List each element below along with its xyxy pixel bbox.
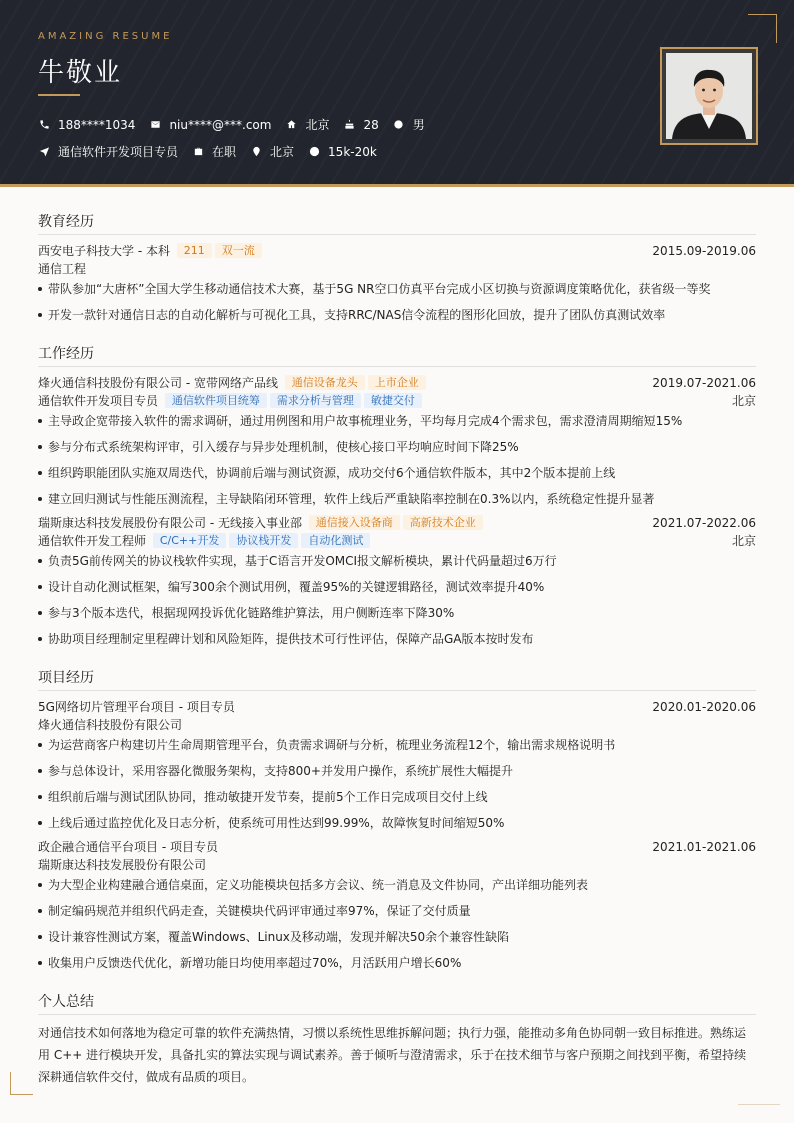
- project-date: 2020.01-2020.06: [652, 700, 756, 714]
- gender-item: [393, 116, 425, 133]
- edu-tag: 211: [177, 243, 212, 258]
- list-item: 组织跨职能团队实施双周迭代，协调前后端与测试资源，成功交付6个通信软件版本，其中2个版本提前上线: [38, 464, 756, 482]
- work-section: [38, 344, 756, 364]
- profile-photo: [666, 53, 752, 139]
- list-item: 参与3个版本迭代，根据现网投诉优化链路维护算法，用户侧断连率下降30%: [38, 604, 756, 622]
- edu-major: 通信工程: [38, 262, 87, 276]
- company-tag: 上市企业: [368, 375, 426, 390]
- target-job-item: [38, 143, 178, 160]
- status-item: [192, 143, 236, 160]
- resume-header: [0, 0, 794, 184]
- candidate-name: 牛敬业: [38, 58, 123, 88]
- home-icon: [285, 119, 297, 131]
- list-item: 为运营商客户构建切片生命周期管理平台，负责需求调研与分析，梳理业务流程12个，输出需求规格说明书: [38, 736, 756, 754]
- gender-text: 男: [412, 118, 425, 132]
- target-job-text: 通信软件开发项目专员: [58, 145, 179, 159]
- education-header: [38, 242, 756, 260]
- project-header: [38, 838, 756, 856]
- section-title: 个人总结: [38, 994, 94, 1010]
- list-item: 参与分布式系统架构评审，引入缓存与异步处理机制，使核心接口平均响应时间下降25%: [38, 438, 756, 456]
- target-city-item: [250, 143, 294, 160]
- age-item: [343, 118, 378, 132]
- salary-item: [308, 145, 377, 159]
- school-name: 西安电子科技大学 - 本科: [38, 244, 170, 258]
- job-date: 2021.07-2022.06: [652, 516, 756, 530]
- briefcase-icon: [192, 146, 204, 158]
- mail-icon: [149, 119, 161, 131]
- projects-section: [38, 668, 756, 688]
- list-item: 主导政企宽带接入软件的需求调研，通过用例图和用户故事梳理业务，平均每月完成4个需求包，需求澄清周期缩短15%: [38, 412, 756, 430]
- company-tag: 高新技术企业: [403, 515, 483, 530]
- job-header: [38, 374, 756, 392]
- age-text: 28: [363, 117, 379, 132]
- location-icon: [250, 146, 262, 158]
- list-item: 负责5G前传网关的协议栈软件实现，基于C语言开发OMCI报文解析模块，累计代码量超过6万行: [38, 552, 756, 570]
- job-role: 通信软件开发项目专员: [38, 394, 159, 408]
- money-icon: [308, 146, 320, 158]
- list-item: 建立回归测试与性能压测流程，主导缺陷闭环管理，软件上线后严重缺陷率控制在0.3%以内，系统稳定性提升显著: [38, 490, 756, 508]
- section-title: 教育经历: [38, 214, 94, 230]
- project-name: 5G网络切片管理平台项目 - 项目专员: [38, 700, 235, 714]
- list-item: 组织前后端与测试团队协同，推动敏捷开发节奏，提前5个工作日完成项目交付上线: [38, 788, 756, 806]
- job-intent-row: [38, 143, 391, 160]
- corner-ornament: [748, 14, 777, 43]
- cake-icon: [343, 119, 355, 131]
- job-city: 北京: [731, 534, 756, 548]
- job-date: 2019.07-2021.06: [652, 376, 756, 390]
- project-org: 瑞斯康达科技发展股份有限公司: [38, 858, 207, 872]
- section-title: 项目经历: [38, 670, 94, 686]
- list-item: 参与总体设计，采用容器化微服务架构，支持800+并发用户操作，系统扩展性大幅提升: [38, 762, 756, 780]
- gender-icon: [393, 119, 405, 131]
- profile-photo-frame: [660, 47, 758, 145]
- company-tag: 通信接入设备商: [309, 515, 400, 530]
- role-tag: 自动化测试: [301, 533, 370, 548]
- list-item: 开发一款针对通信日志的自动化解析与可视化工具，支持RRC/NAS信令流程的图形化回放，提升了团队仿真测试效率: [38, 306, 756, 324]
- header-accent-line: [0, 184, 794, 187]
- location-item: [285, 116, 329, 133]
- status-text: 在职: [212, 145, 237, 159]
- salary-text: 15k-20k: [328, 144, 377, 159]
- phone-text: 188****1034: [58, 117, 136, 132]
- list-item: 制定编码规范并组织代码走查，关键模块代码评审通过率97%，保证了交付质量: [38, 902, 756, 920]
- list-item: 收集用户反馈迭代优化，新增功能日均使用率超过70%，月活跃用户增长60%: [38, 954, 756, 972]
- company-name: 瑞斯康达科技发展股份有限公司 - 无线接入事业部: [38, 516, 302, 530]
- corner-ornament: [10, 1072, 33, 1095]
- contact-row: [38, 116, 439, 133]
- location-text: 北京: [305, 118, 330, 132]
- role-tag: 需求分析与管理: [270, 393, 361, 408]
- company-name: 烽火通信科技股份有限公司 - 宽带网络产品线: [38, 376, 278, 390]
- send-icon: [38, 146, 50, 158]
- footer-line: [738, 1104, 780, 1105]
- list-item: 带队参加“大唐杯”全国大学生移动通信技术大赛，基于5G NR空口仿真平台完成小区切换与资源调度策略优化，获省级一等奖: [38, 280, 756, 298]
- list-item: 为大型企业构建融合通信桌面，定义功能模块包括多方会议、统一消息及文件协同，产出详细功能列表: [38, 876, 756, 894]
- section-divider: [38, 366, 756, 367]
- brand-label: AMAZING RESUME: [38, 31, 173, 42]
- list-item: 协助项目经理制定里程碑计划和风险矩阵，提供技术可行性评估，保障产品GA版本按时发布: [38, 630, 756, 648]
- project-name: 政企融合通信平台项目 - 项目专员: [38, 840, 218, 854]
- list-item: 设计兼容性测试方案，覆盖Windows、Linux及移动端，发现并解决50余个兼容性缺陷: [38, 928, 756, 946]
- job-role-row: [38, 532, 756, 550]
- phone-item: [38, 118, 135, 132]
- target-city-text: 北京: [270, 145, 295, 159]
- summary-section: [38, 992, 756, 1012]
- project-date: 2021.01-2021.06: [652, 840, 756, 854]
- section-divider: [38, 1014, 756, 1015]
- job-city: 北京: [731, 394, 756, 408]
- education-section: [38, 212, 756, 232]
- edu-date: 2015.09-2019.06: [652, 244, 756, 258]
- summary-text: 对通信技术如何落地为稳定可靠的软件充满热情，习惯以系统性思维拆解问题；执行力强，能推动多角色协同朝一致目标推进。熟练运用 C++ 进行模块开发，具备扎实的算法实现与调试素养。善于倾听与澄清需求，乐于在技术细节与客户预期之间找到平衡，希望持续深耕通信软件交付，做成有品质的项目。: [38, 1026, 747, 1084]
- email-text: niu****@***.com: [169, 117, 272, 132]
- role-tag: 敏捷交付: [364, 393, 422, 408]
- role-tag: 通信软件项目统筹: [165, 393, 267, 408]
- project-header: [38, 698, 756, 716]
- list-item: 设计自动化测试框架，编写300余个测试用例，覆盖95%的关键逻辑路径，测试效率提升40%: [38, 578, 756, 596]
- section-divider: [38, 690, 756, 691]
- role-tag: C/C++开发: [153, 533, 227, 548]
- job-header: [38, 514, 756, 532]
- phone-icon: [38, 119, 50, 131]
- section-divider: [38, 234, 756, 235]
- name-underline: [38, 94, 80, 96]
- job-role: 通信软件开发工程师: [38, 534, 147, 548]
- section-title: 工作经历: [38, 346, 94, 362]
- company-tag: 通信设备龙头: [285, 375, 365, 390]
- list-item: 上线后通过监控优化及日志分析，使系统可用性达到99.99%，故障恢复时间缩短50%: [38, 814, 756, 832]
- job-role-row: [38, 392, 756, 410]
- edu-tag: 双一流: [215, 243, 262, 258]
- role-tag: 协议栈开发: [229, 533, 298, 548]
- email-item: [149, 118, 271, 132]
- project-org: 烽火通信科技股份有限公司: [38, 718, 183, 732]
